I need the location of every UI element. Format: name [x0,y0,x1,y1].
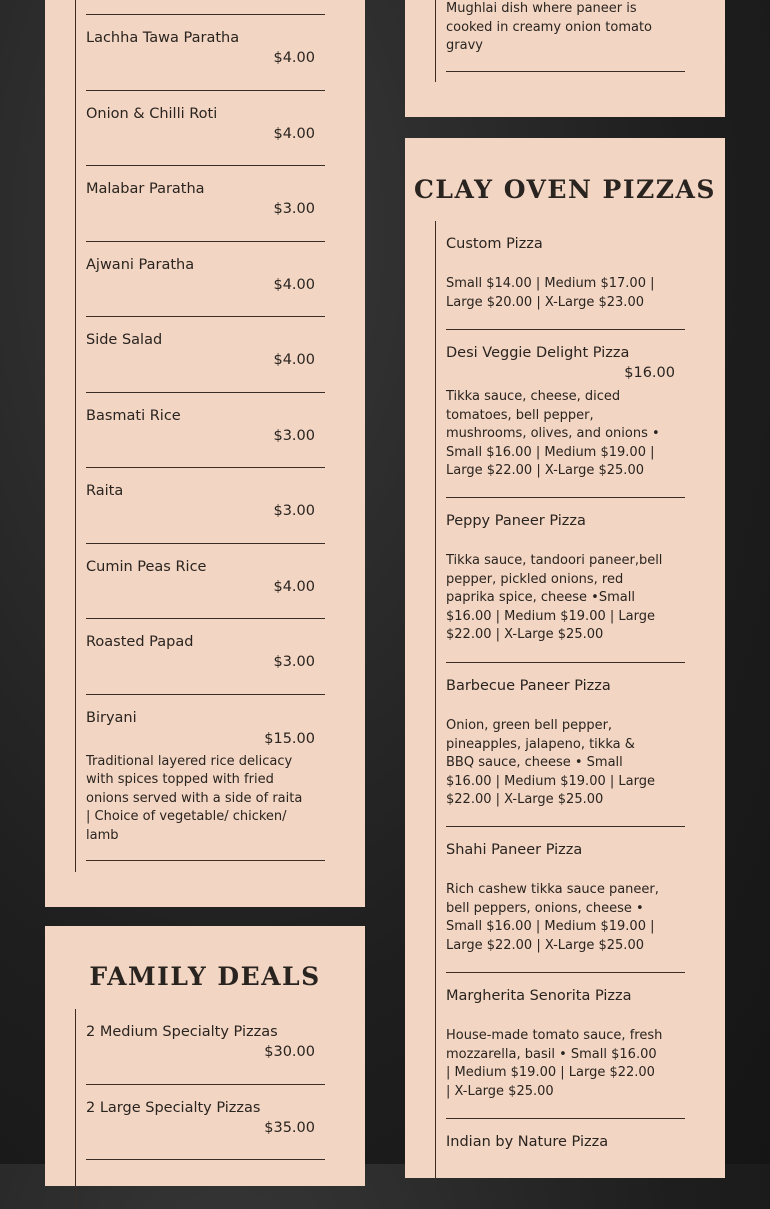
menu-item[interactable] [86,544,325,620]
menu-item[interactable] [446,973,685,1119]
item-description: Tikka sauce, tandoori paneer,bell pepper, pickled onions, red paprika spice, cheese •Small $16.00 | Medium $19.00 | Large $22.00 | X-Large $25.00 [446,553,663,642]
paneer-panel [405,0,725,117]
item-price: $3.00 [273,654,315,670]
item-price: $4.00 [273,50,315,66]
item-description: Traditional layered rice delicacy with spices topped with fried onions served with a side of raita | Choice of vegetable/ chicken/ lamb [86,753,303,843]
sides-panel [45,0,365,907]
item-description: Small $14.00 | Medium $17.00 | Large $20.00 | X-Large $23.00 [446,276,655,310]
item-name: Roasted Papad [86,634,194,650]
menu-item[interactable] [86,393,325,469]
family-deals-item-list [75,1009,325,1209]
item-description: Mughlai dish where paneer is cooked in creamy onion tomato gravy [446,1,653,53]
top-divider [86,0,325,15]
menu-item[interactable] [86,242,325,318]
clay-oven-pizzas-panel [405,138,725,1178]
item-price: $4.00 [273,578,315,595]
item-name: Barbecue Paneer Pizza [446,678,611,694]
item-name: Margherita Senorita Pizza [446,988,632,1004]
item-name: Cumin Peas Rice [86,558,207,575]
paneer-item-list [435,0,685,82]
sides-item-list [75,0,325,872]
item-price: $4.00 [273,276,315,293]
item-name: Onion & Chilli Roti [86,105,218,122]
section-title: FAMILY DEALS [89,962,321,991]
item-description: Onion, green bell pepper, pineapples, jalapeno, tikka & BBQ sauce, cheese • Small $16.00 | Medium $19.00 | Large $22.00 | X-Large $25.00 [446,718,655,807]
item-description: Tikka sauce, cheese, diced tomatoes, bell pepper, mushrooms, olives, and onions • Small $16.00 | Medium $19.00 | Large $22.00 | X-Large $25.00 [446,389,660,478]
menu-item[interactable] [86,468,325,544]
item-price: $16.00 [624,365,675,381]
item-price: $35.00 [264,1119,315,1136]
menu-item[interactable] [86,619,325,695]
menu-item-biryani[interactable] [86,695,325,862]
menu-item[interactable] [446,827,685,973]
menu-item[interactable] [86,1009,325,1085]
item-price: $4.00 [273,125,315,142]
item-price: $3.00 [273,503,315,519]
item-price: $3.00 [273,427,315,444]
menu-item[interactable] [446,498,685,663]
menu-item[interactable] [86,15,325,91]
item-price: $30.00 [264,1044,315,1060]
item-name: 2 Medium Specialty Pizzas [86,1024,278,1040]
item-name: Desi Veggie Delight Pizza [446,345,630,361]
item-name: Basmati Rice [86,407,181,424]
menu-item[interactable] [446,0,685,72]
section-title: CLAY OVEN PIZZAS [414,175,716,204]
item-name: Custom Pizza [446,236,543,252]
item-name: Side Salad [86,332,163,348]
item-name: 2 Large Specialty Pizzas [86,1099,261,1116]
item-description: Rich cashew tikka sauce paneer, bell peppers, onions, cheese • Small $16.00 | Medium $19.00 | Large $22.00 | X-Large $25.00 [446,882,659,953]
item-name: Shahi Paneer Pizza [446,842,583,858]
menu-item[interactable] [446,221,685,330]
item-price: $4.00 [273,352,315,368]
item-name: Peppy Paneer Pizza [446,513,586,529]
menu-item[interactable] [446,663,685,827]
menu-item[interactable] [86,1085,325,1161]
item-name: Indian by Nature Pizza [446,1134,609,1150]
item-name: Lachha Tawa Paratha [86,30,240,46]
item-description: House-made tomato sauce, fresh mozzarella, basil • Small $16.00 | Medium $19.00 | Large $22.00 | X-Large $25.00 [446,1028,663,1099]
item-price: $3.00 [273,201,315,217]
menu-item[interactable] [446,330,685,498]
menu-item[interactable] [86,166,325,242]
item-name: Biryani [86,709,137,726]
item-name: Raita [86,483,124,499]
family-deals-panel [45,926,365,1186]
item-name: Ajwani Paratha [86,256,195,273]
menu-item[interactable] [86,317,325,393]
item-name: Malabar Paratha [86,181,205,197]
menu-item[interactable] [446,1119,685,1179]
pizza-item-list [435,221,685,1181]
menu-item[interactable] [86,91,325,167]
item-price: $15.00 [264,730,315,747]
